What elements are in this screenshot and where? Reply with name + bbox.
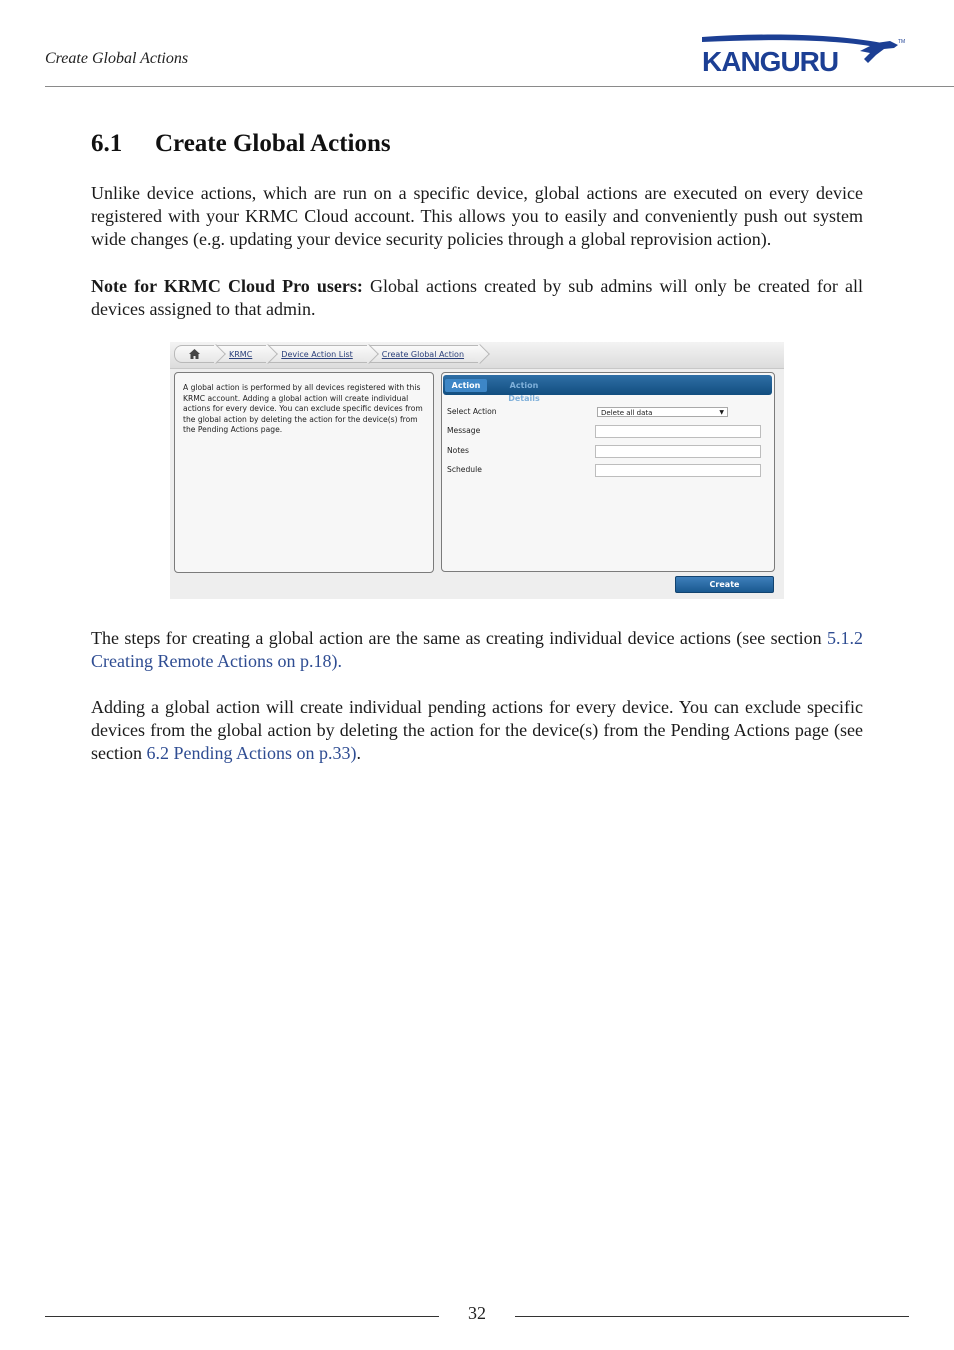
breadcrumb-home[interactable] <box>174 345 214 363</box>
home-icon <box>189 349 200 359</box>
notes-input[interactable] <box>595 445 761 458</box>
exclude-end: . <box>356 743 361 763</box>
create-button[interactable]: Create <box>675 576 774 593</box>
info-text: A global action is performed by all devices registered with this KRMC account. Adding a global action will create individual actions for every device. You can exclude specific devices from the global action by deleting the action for the device(s) from the Pending Actions page. <box>183 383 423 434</box>
dropdown-arrow-icon: ▼ <box>719 409 724 416</box>
pending-actions-link[interactable]: 6.2 Pending Actions on p.33) <box>146 743 357 763</box>
steps-paragraph <box>91 627 863 673</box>
section-heading <box>91 130 391 158</box>
header-rule <box>45 86 954 87</box>
message-label: Message <box>447 426 481 435</box>
logo-trademark: TM <box>898 39 906 45</box>
schedule-input[interactable] <box>595 464 761 477</box>
breadcrumb-krmc[interactable]: KRMC <box>216 345 266 363</box>
select-action-value: Delete all data <box>601 409 653 417</box>
tab-action[interactable]: Action <box>445 379 487 392</box>
select-action-label: Select Action <box>447 407 497 416</box>
breadcrumb-create-global-action[interactable]: Create Global Action <box>369 345 478 363</box>
creating-remote-actions-link[interactable]: 5.1.2 Creating Remote Actions on p.18). <box>91 628 863 671</box>
breadcrumb-device-action-list[interactable]: Device Action List <box>268 345 366 363</box>
action-form-panel <box>441 372 775 572</box>
exclude-text: Adding a global action will create individual pending actions for every device. You can exclude specific devices from the global action by deleting the action for the device(s) from the Pending Actions page (see section <box>91 697 863 763</box>
exclude-paragraph <box>91 696 863 765</box>
note-paragraph <box>91 275 863 321</box>
running-head: Create Global Actions <box>45 50 189 67</box>
note-label: Note for KRMC Cloud Pro users: <box>91 276 363 296</box>
steps-text: The steps for creating a global action are the same as creating individual device actions (see section <box>91 628 827 648</box>
footer-rule-right <box>515 1316 909 1317</box>
intro-paragraph: Unlike device actions, which are run on a specific device, global actions are executed on every device registered with your KRMC Cloud account. This allows you to easily and conveniently push out system wide changes (e.g. updating your device security policies through a global reprovision action). <box>91 183 863 249</box>
tab-bar <box>443 375 772 403</box>
krmc-screenshot <box>170 342 784 599</box>
breadcrumb-bar <box>170 342 784 369</box>
footer-rule-left <box>45 1316 439 1317</box>
schedule-label: Schedule <box>447 465 482 474</box>
section-number: 6.1 <box>91 130 123 157</box>
kanguru-logo <box>700 33 906 75</box>
breadcrumb <box>174 346 480 362</box>
notes-label: Notes <box>447 446 469 455</box>
page-number: 32 <box>468 1303 486 1323</box>
select-action-dropdown[interactable] <box>597 407 728 417</box>
note-text: Global actions created by sub admins will only be created for all devices assigned to that admin. <box>91 276 863 319</box>
message-input[interactable] <box>595 425 761 438</box>
info-panel <box>174 372 434 573</box>
logo-wordmark: KANGURU <box>702 46 839 75</box>
section-title: Create Global Actions <box>155 130 391 157</box>
tab-action-details[interactable]: Action Details <box>508 381 540 403</box>
